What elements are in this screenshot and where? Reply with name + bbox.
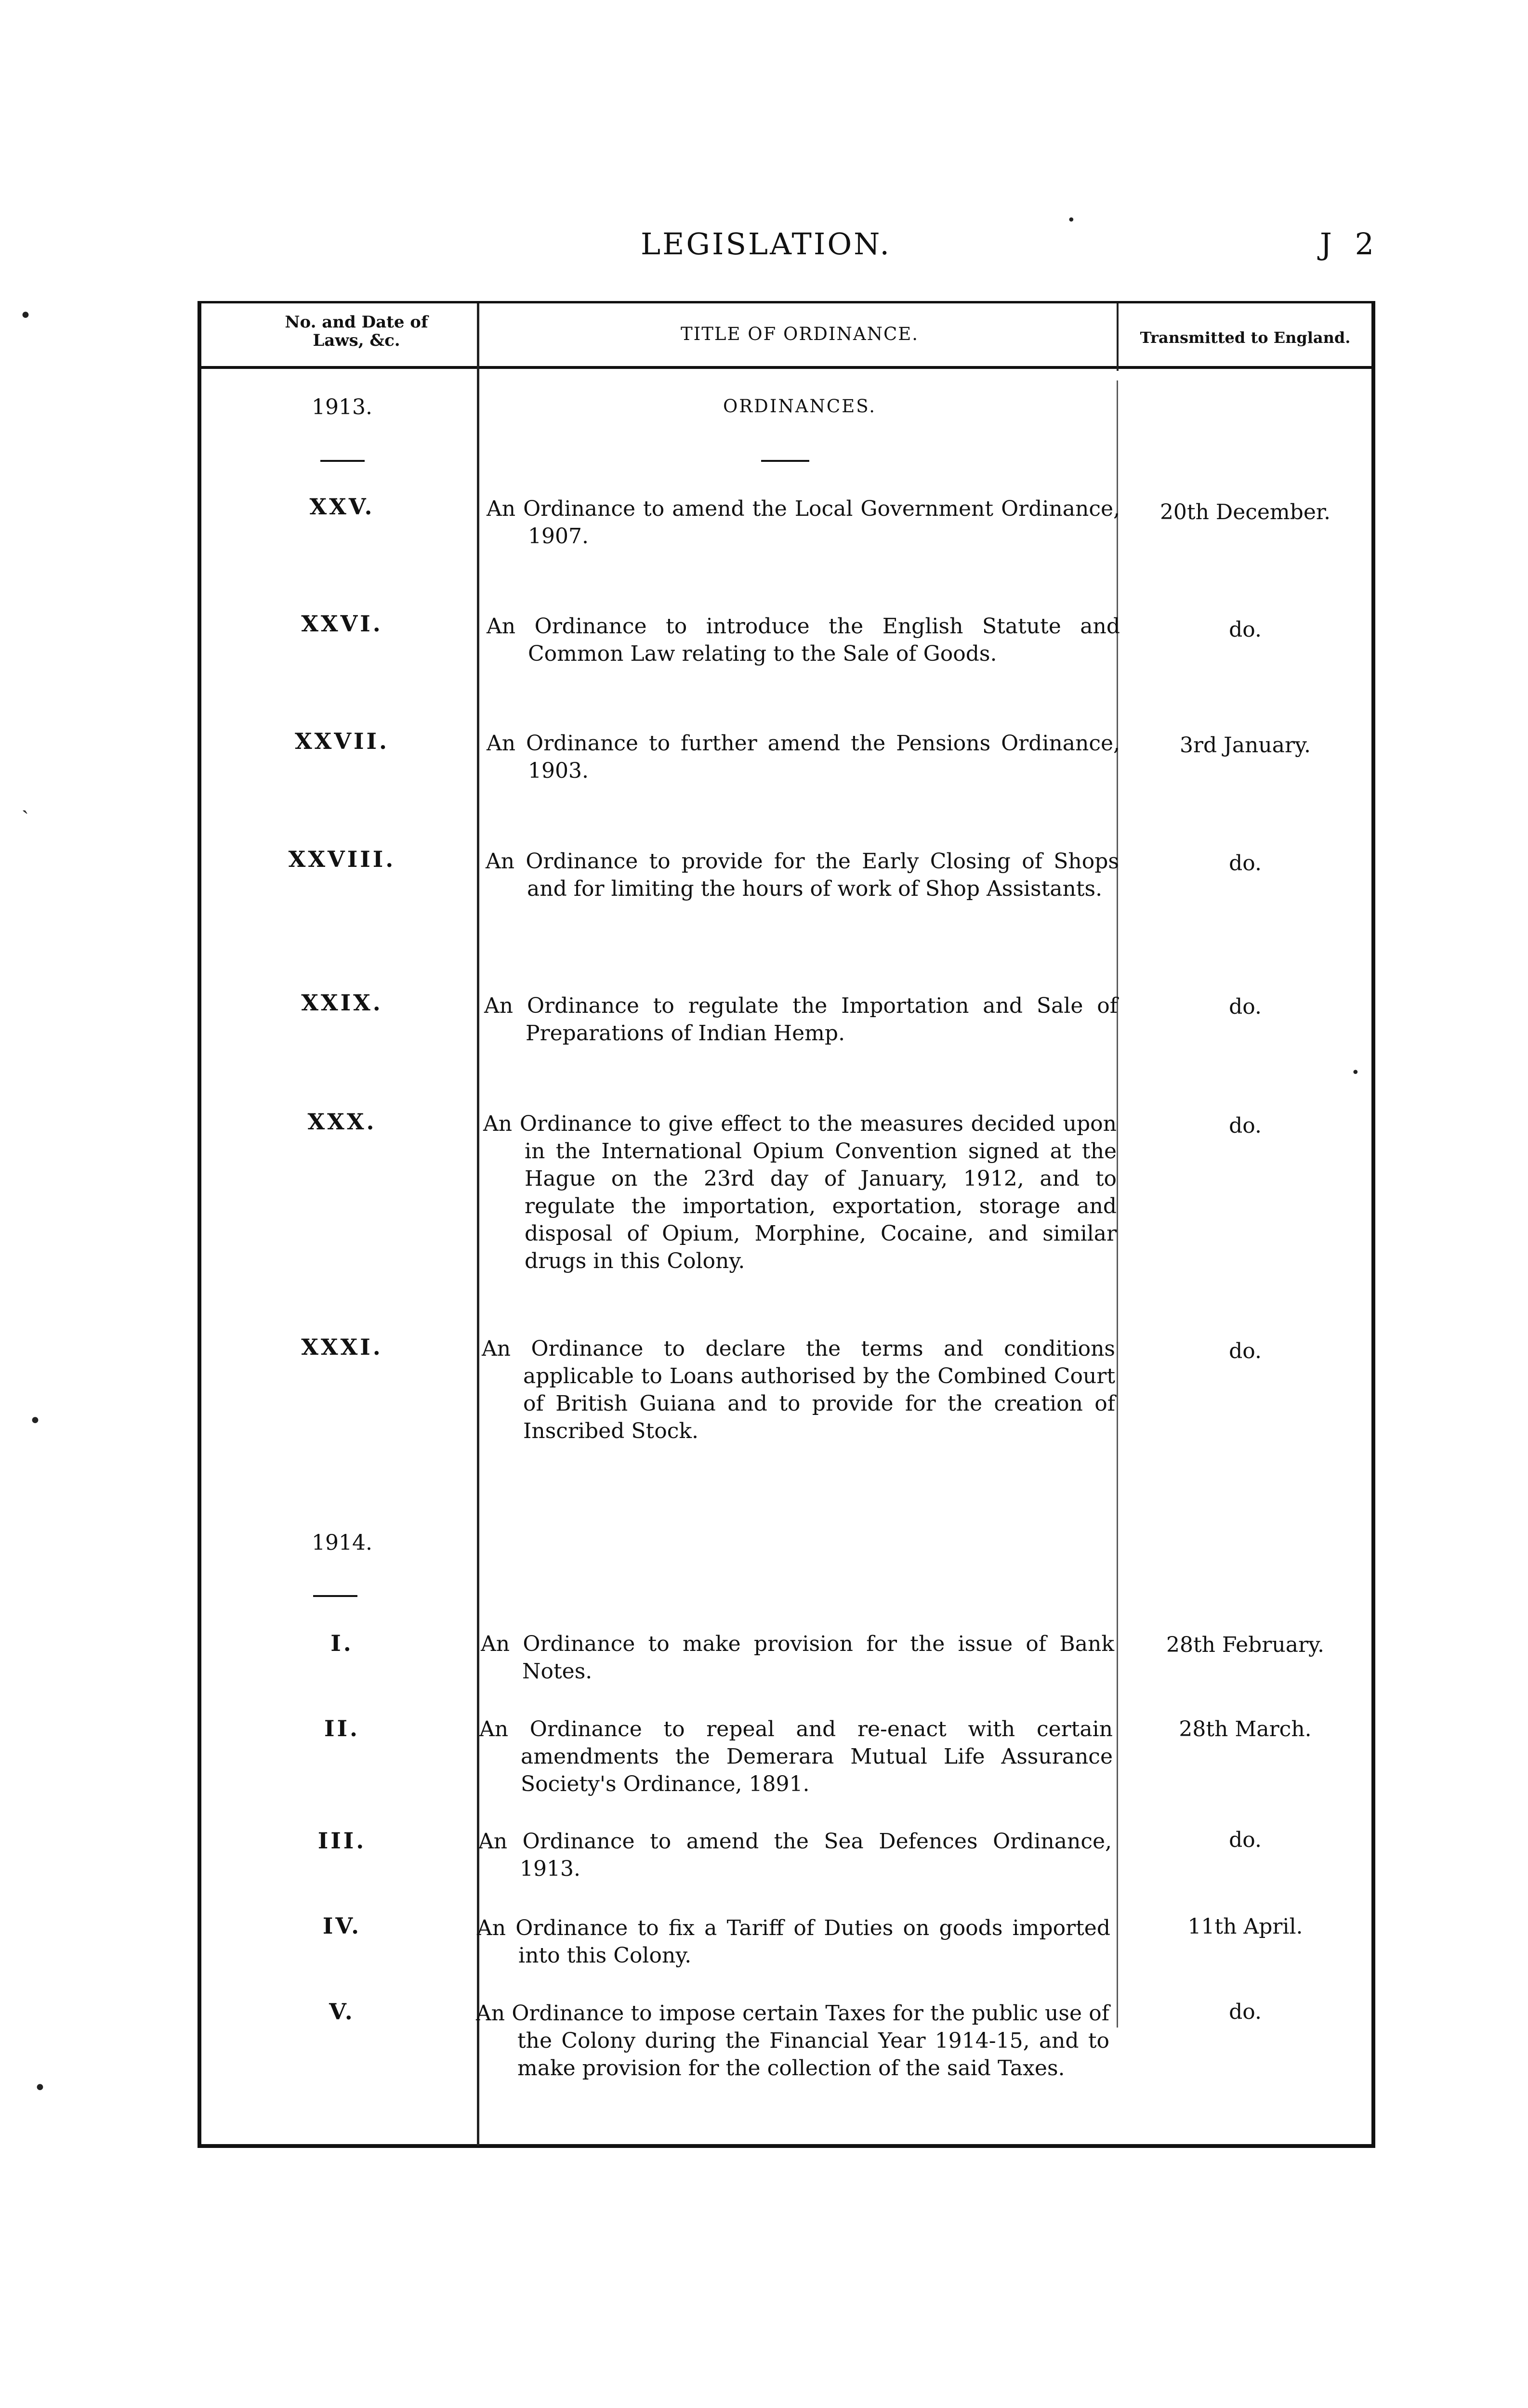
row-title [476, 2000, 1109, 2082]
year-dash [313, 1595, 357, 1597]
row-title-text: An Ordinance to introduce the English Statute and Common Law relating to the Sale of Goods. [487, 614, 1120, 666]
row-title-text: An Ordinance to repeal and re-enact with certain amendments the Demerara Mutual Life Assurance Society's Ordinance, 1891. [479, 1717, 1113, 1796]
row-transmitted: 3rd January. [1180, 733, 1311, 758]
row-title [477, 1914, 1110, 1969]
row-title [479, 1715, 1113, 1798]
row-transmitted: do. [1229, 1339, 1262, 1363]
margin-mark: • [19, 303, 32, 328]
row-transmitted: 28th March. [1179, 1717, 1312, 1741]
row-number: XXVII. [294, 728, 390, 754]
year-label-1913: 1913. [312, 395, 372, 419]
row-transmitted: 11th April. [1187, 1914, 1303, 1939]
row-title [484, 992, 1118, 1047]
row-transmitted: do. [1229, 2000, 1262, 2024]
row-transmitted: 20th December. [1159, 500, 1331, 524]
column-header-transmitted: Transmitted to England. [1140, 328, 1351, 347]
year-dash [320, 460, 365, 462]
row-title-text: An Ordinance to fix a Tariff of Duties on goods imported into this Colony. [477, 1916, 1110, 1968]
row-title-text: An Ordinance to impose certain Taxes for the public use of the Colony during the Financial Year 1914-15, and to make provision for the collection of the said Taxes. [476, 2001, 1109, 2081]
row-number: I. [330, 1630, 354, 1656]
row-title-text: An Ordinance to amend the Local Government Ordinance, 1907. [487, 497, 1120, 549]
row-transmitted: do. [1229, 617, 1262, 642]
row-title [482, 1335, 1115, 1445]
row-transmitted: do. [1229, 1113, 1262, 1138]
header-rule [198, 366, 1375, 369]
row-title [487, 613, 1120, 667]
row-title-text: An Ordinance to make provision for the issue of Bank Notes. [481, 1632, 1114, 1684]
page-title: LEGISLATION. [641, 226, 892, 262]
row-number: XXX. [307, 1109, 377, 1135]
row-title-text: An Ordinance to further amend the Pensions Ordinance, 1903. [487, 731, 1120, 783]
row-title-text: An Ordinance to regulate the Importation and Sale of Preparations of Indian Hemp. [484, 994, 1118, 1046]
column-header-title: TITLE OF ORDINANCE. [680, 324, 919, 344]
row-transmitted: do. [1229, 995, 1262, 1019]
year-label-1914: 1914. [312, 1531, 372, 1555]
row-title-text: An Ordinance to provide for the Early Closing of Shops and for limiting the hours of work of Shop Assistants. [486, 849, 1119, 901]
margin-mark: • [1351, 1064, 1360, 1081]
row-transmitted: do. [1229, 851, 1262, 876]
row-number: XXVIII. [288, 846, 396, 872]
row-number: XXIX. [301, 990, 383, 1016]
row-number: XXVI. [301, 611, 383, 637]
row-title [478, 1828, 1112, 1883]
margin-mark: • [29, 1409, 41, 1433]
row-transmitted: do. [1229, 1828, 1262, 1852]
row-title [483, 1110, 1117, 1275]
row-number: V. [329, 1999, 355, 2025]
row-number: XXXI. [301, 1334, 383, 1360]
column-header-number [231, 313, 482, 350]
row-title-text: An Ordinance to amend the Sea Defences Ordinance, 1913. [478, 1829, 1112, 1881]
row-title-text: An Ordinance to give effect to the measures decided upon in the International Opium Convention signed at the Hague on the 23rd day of January, 1912, and to regulate the importation, exportation, storage and disposal of Opium, Morphine, Cocaine, and similar drugs in this Colony. [483, 1112, 1117, 1273]
section-heading: ORDINANCES. [723, 396, 877, 417]
row-number: IV. [322, 1913, 362, 1939]
row-title-text: An Ordinance to declare the terms and conditions applicable to Loans authorised by the Combined Court of British Guiana and to provide for the creation of Inscribed Stock. [482, 1336, 1115, 1443]
row-number: XXV. [309, 494, 375, 520]
margin-mark: • [1067, 212, 1076, 229]
row-title [481, 1630, 1114, 1685]
section-dash [761, 460, 809, 462]
row-transmitted: 28th February. [1166, 1633, 1324, 1657]
row-title [487, 495, 1120, 550]
row-title [486, 848, 1119, 903]
page-number: J 2 [1320, 226, 1381, 262]
row-title [487, 730, 1120, 785]
margin-mark: ˏ [22, 790, 29, 814]
column-header-number-text: No. and Date of Laws, &c. [285, 313, 428, 350]
row-number: II. [324, 1715, 360, 1741]
margin-mark: • [34, 2076, 46, 2100]
row-number: III. [317, 1828, 367, 1854]
